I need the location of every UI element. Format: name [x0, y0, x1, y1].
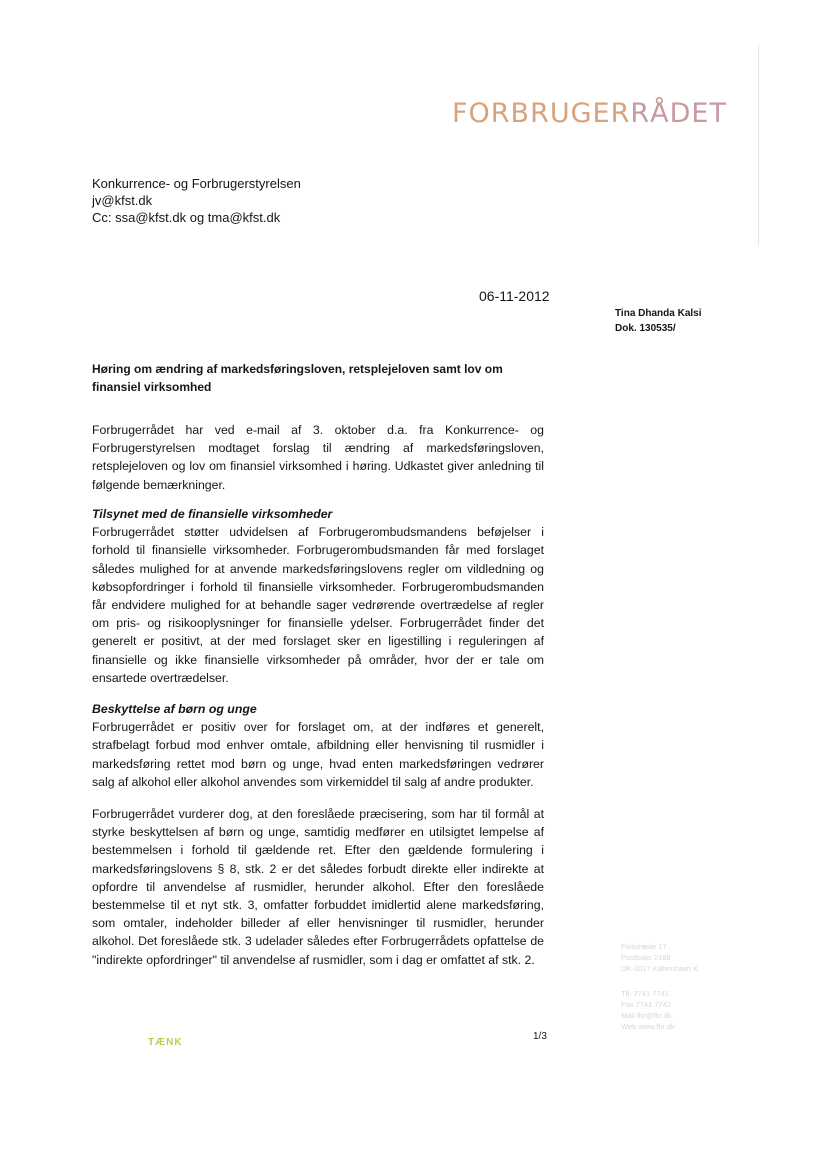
- address-line: Mail fbr@fbr.dk: [621, 1011, 672, 1020]
- page-edge-line: [758, 45, 759, 245]
- section1-text: Forbrugerrådet støtter udvidelsen af Forbrugerombudsmandens beføjelser i forhold til finansielle virksomheder. Forbrugerombudsmanden får med forslaget således mulighed for at anvende markedsføringslovens regler om vildledning og købsopfordringer i forhold til finansielle virksomheder. Forbrugerombudsmanden får endvidere mulighed for at behandle sager vedrørende overtrædelse af regler om pris- og risikooplysninger for finansielle ydelser. Forbrugerrådet finder det generelt er positivt, at der med forslaget sker en ligestilling i reguleringen af finansielle og ikke finansielle virksomheder på områder, hvor der er tale om ensartede overtrædelser.: [92, 525, 544, 685]
- section2-paragraph2: Forbrugerrådet vurderer dog, at den foreslåede præcisering, som har til formål at styrke beskyttelsen af børn og unge, samtidig medfører en utilsigtet lempelse af bestemmelsen i forhold til gældende ret. Efter den gældende formulering i markedsføringslovens § 8, stk. 2 er det således forbudt direkte eller indirekte at opfordre til anvendelse af rusmidler, herunder alkohol. Efter den foreslåede bestemmelse til et nyt stk. 3, omfatter forbuddet imidlertid alene markedsføring, som omtaler, indeholder billeder af eller henvisninger til rusmidler, herunder alkohol. Det foreslåede stk. 3 udelader således efter Forbrugerrådets opfattelse de "indirekte opfordringer" til anvendelse af rusmidler, som i dag er omfattet af stk. 2.: [92, 807, 544, 967]
- document-number: Dok. 130535/: [615, 323, 676, 334]
- brand-part2: RÅDET: [630, 98, 727, 129]
- section1-heading: Tilsynet med de finansielle virksomheder: [92, 507, 333, 521]
- section-supervision: [92, 505, 544, 687]
- recipient-org: Konkurrence- og Forbrugerstyrelsen: [92, 176, 301, 191]
- address-line: Fiolstræde 17: [621, 942, 667, 951]
- recipient-cc: Cc: ssa@kfst.dk og tma@kfst.dk: [92, 210, 281, 225]
- letter-subject: Høring om ændring af markedsføringsloven, retsplejeloven samt lov om finansiel virksomhed: [92, 362, 503, 394]
- taenk-logo: TÆNK: [148, 1037, 183, 1048]
- address-line: Web www.fbr.dk: [621, 1022, 675, 1031]
- address-line: DK-1017 København K: [621, 964, 699, 973]
- recipient-block: [92, 175, 301, 226]
- section2-heading: Beskyttelse af børn og unge: [92, 702, 257, 716]
- page-number: 1/3: [533, 1031, 547, 1042]
- address-line: Tlf. 7741 7741: [621, 989, 669, 998]
- recipient-email: jv@kfst.dk: [92, 193, 153, 208]
- signer-name: Tina Dhanda Kalsi: [615, 308, 702, 319]
- section2-text: Forbrugerrådet er positiv over for forslaget om, at der indføres et generelt, strafbelagt forbud mod enhver omtale, afbildning eller henvisning til rusmidler i markedsføring rettet mod børn og unge, hvad enten markedsføringen vedrører salg af alkohol eller alkohol anvendes som virkemiddel til salg af andre produkter.: [92, 720, 544, 789]
- intro-paragraph: Forbrugerrådet har ved e-mail af 3. oktober d.a. fra Konkurrence- og Forbrugerstyrelsen modtaget forslag til ændring af markedsføringsloven, retsplejeloven og lov om finansiel virksomhed i høring. Udkastet giver anledning til følgende bemærkninger.: [92, 423, 544, 492]
- address-line: Fax 7741 7742: [621, 1000, 672, 1009]
- section-children: [92, 700, 544, 791]
- signer-block: [615, 306, 702, 336]
- letterhead-logo: [452, 98, 727, 129]
- brand-part1: FORBRUGER: [452, 98, 631, 129]
- address-block: [621, 941, 741, 1032]
- letter-date: 06-11-2012: [479, 288, 550, 304]
- address-line: Postboks 2188: [621, 953, 671, 962]
